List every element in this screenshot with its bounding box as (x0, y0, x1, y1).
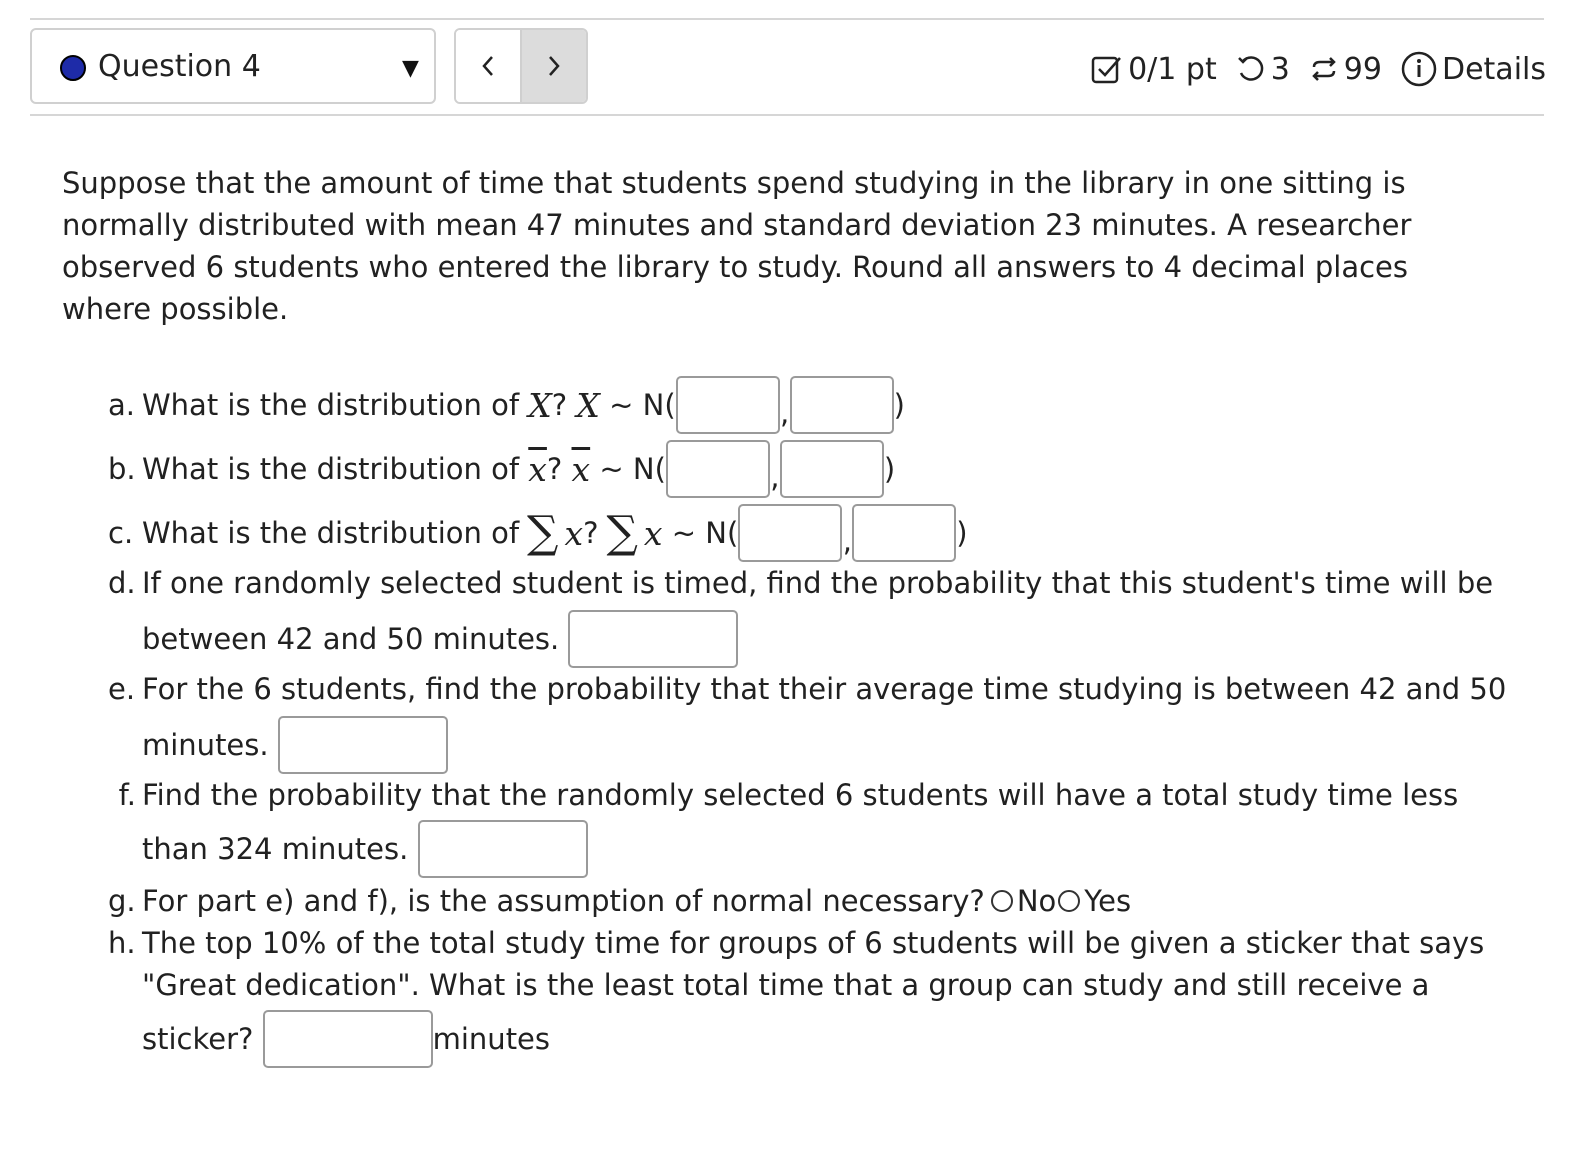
part-h-line3: sticker? minutes (108, 1010, 550, 1068)
radio-no-label: No (1016, 884, 1057, 918)
top-divider (30, 18, 1544, 20)
score-text: 0/1 pt (1128, 51, 1217, 87)
part-a-mean-input[interactable] (676, 376, 780, 434)
repeat-icon (1308, 53, 1340, 85)
radio-yes[interactable] (1058, 890, 1080, 912)
part-d-line1: d. If one randomly selected student is timed, find the probability that this student's time will be (108, 566, 1494, 600)
caret-down-icon: ▼ (402, 56, 419, 81)
part-h-unit: minutes (432, 1022, 551, 1056)
part-e-line2: minutes. (108, 716, 448, 774)
submissions-indicator (1308, 52, 1382, 87)
part-h-answer-input[interactable] (263, 1010, 433, 1068)
part-h-line1: h. The top 10% of the total study time for groups of 6 students will be given a sticker that says (108, 926, 1485, 960)
part-a-sd-input[interactable] (790, 376, 894, 434)
checkbox-icon (1090, 52, 1124, 86)
submissions-text: 99 (1343, 51, 1382, 87)
details-label: Details (1441, 51, 1546, 87)
score-indicator (1090, 52, 1217, 87)
part-c-mean-input[interactable] (738, 504, 842, 562)
part-f-line2: than 324 minutes. (108, 820, 588, 878)
part-a: a. What is the distribution of X ? X ~ N( , ) (108, 376, 905, 434)
question-nav (454, 28, 588, 104)
question-meta (1090, 44, 1546, 94)
chevron-right-icon (546, 54, 562, 78)
part-d-answer-input[interactable] (568, 610, 738, 668)
part-c-sd-input[interactable] (852, 504, 956, 562)
question-label: Question 4 (98, 49, 261, 84)
summation-symbol: ∑ (527, 507, 559, 558)
question-select[interactable] (30, 28, 436, 104)
retries-text: 3 (1270, 51, 1290, 87)
part-b-sd-input[interactable] (780, 440, 884, 498)
retry-icon (1235, 53, 1267, 85)
part-b-mean-input[interactable] (666, 440, 770, 498)
question-prompt: Suppose that the amount of time that students spend studying in the library in one sitting is normally distributed with mean 47 minutes and standard deviation 23 minutes. A researcher observed 6 students who entered the library to study. Round all answers to 4 decimal places where possible. (62, 166, 1412, 326)
part-d-line2: between 42 and 50 minutes. (108, 610, 738, 668)
info-icon (1400, 50, 1438, 88)
retries-indicator (1235, 52, 1290, 87)
details-button[interactable] (1400, 50, 1546, 88)
next-question-button[interactable] (520, 30, 586, 102)
radio-yes-label: Yes (1084, 884, 1132, 918)
question-status-dot (60, 55, 86, 81)
part-h-line2: "Great dedication". What is the least total time that a group can study and still receive a (142, 968, 1430, 1002)
part-f-line1: f. Find the probability that the randomly selected 6 students will have a total study time less (118, 778, 1459, 812)
chevron-left-icon (480, 54, 496, 78)
part-b: b. What is the distribution of $\overline{x}$ ? $\overline{x}$ ~ N( , ) (108, 440, 895, 498)
part-g: g. For part e) and f), is the assumption of normal necessary? No Yes (108, 884, 1132, 918)
part-e-answer-input[interactable] (278, 716, 448, 774)
part-c: c. What is the distribution of ∑ x ? ∑ x ~ N( , ) (108, 504, 968, 562)
part-f-answer-input[interactable] (418, 820, 588, 878)
part-e-line1: e. For the 6 students, find the probability that their average time studying is between 42 and 50 (108, 672, 1507, 706)
header-divider (30, 114, 1544, 116)
radio-no[interactable] (991, 890, 1013, 912)
previous-question-button[interactable] (456, 30, 520, 102)
